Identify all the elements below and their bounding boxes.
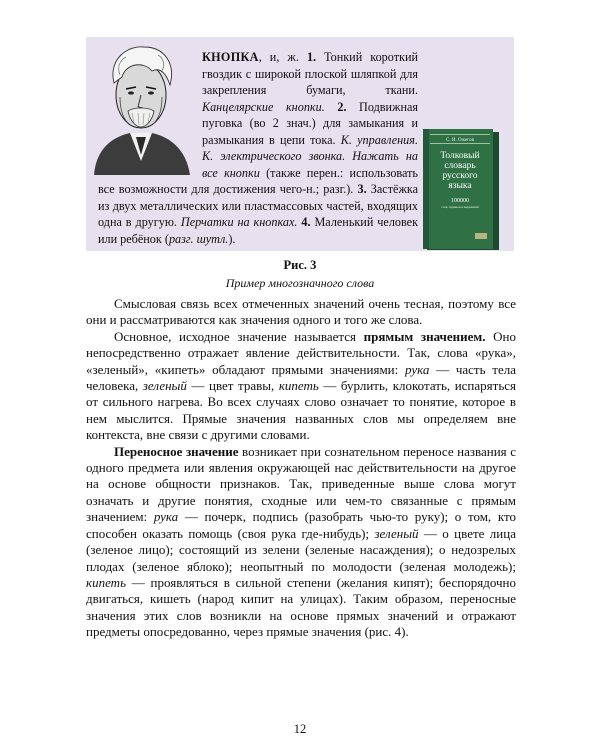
bold-run: 2. — [337, 99, 347, 114]
book-spacer — [418, 137, 502, 227]
paragraph — [86, 296, 516, 329]
paragraph — [86, 329, 516, 444]
text-run: Тонкий короткий гвоздик с широкой плоской шляпкой для закрепления бумаги, ткани. — [202, 50, 418, 97]
bold-run: 4. — [301, 215, 311, 229]
text-run: , и, ж. — [258, 50, 307, 64]
page-number: 12 — [293, 722, 307, 736]
dictionary-entry — [98, 49, 502, 247]
text-run: — бурлить, клокотать, испаряться от сильного нагрева. Во всех случаях слово означает то понятие, которое в нем мыслится. Прямые значения названных слов мы определяем вне контекста, вне связи с другими словами. — [86, 378, 516, 443]
italic-run: кипеть — [86, 574, 126, 590]
book-title-line: русского — [442, 171, 478, 181]
text-run: — проявляться в сильной степени (желания кипят); беспорядочно двигаться, кишеть (народ кипит на улицах). Таким образом, переносные значения этих слов возникли на основе прямых значений и отражают предметы опосредованно, через прямые значения (рис. 4). — [86, 574, 516, 640]
bold-run: 1. — [306, 50, 317, 64]
book-author: С. И. Ожегов — [446, 138, 474, 143]
body-text — [86, 296, 516, 641]
book-title-line: языка — [448, 181, 472, 191]
italic-run: зеленый — [142, 378, 187, 394]
italic-run: К. управления. К. электрического звонка. Нажать на все кнопки — [202, 132, 418, 180]
text-run: возникает при сознательном переносе названия с одного предмета или явления окружающей нас действительности на другое на основе общности признаков. Так, приведенные выше слова могут означать и другие понятия, сходные или чем-то связанные с прямым значением: — [86, 443, 516, 525]
italic-run: зеленый — [374, 525, 419, 541]
italic-run: Канцелярские кнопки. — [202, 99, 325, 114]
bold-run: прямым значением. — [363, 328, 486, 344]
italic-run: рука — [153, 509, 179, 525]
bold-run: Переносное значение — [114, 443, 239, 459]
book-title-line: Толковый — [440, 151, 480, 161]
book-title-line: словарь — [444, 161, 476, 171]
text-run: Подвижная пуговка (во 2 знач.) для замыкания и размыкания в цепи тока. — [202, 99, 419, 147]
text-run — [325, 100, 338, 114]
text-run: Смысловая связь всех отмеченных значений очень тесная, поэтому все они и рассматриваются как значения одного и того же слова. — [86, 296, 516, 328]
book-word-count: 100000 — [451, 198, 469, 204]
text-run: — почерк, подпись (разобрать чью-то руку); о том, кто способен оказать помощь (своя рука где-нибудь); — [86, 509, 516, 541]
text-run: ). — [228, 231, 236, 246]
figure-caption-title: Рис. 3 — [283, 258, 317, 272]
book-subtitle: слов, терминов и выражений — [441, 205, 479, 209]
italic-run: разг. шутл. — [168, 231, 229, 246]
figure-caption-subtitle: Пример многозначного слова — [225, 276, 375, 290]
bold-run: 3. — [357, 182, 367, 196]
italic-run: Перчатки на кнопках. — [180, 215, 298, 229]
text-run: (также перен.: использовать все возможности для достижения чего-н.; разг.). — [98, 165, 418, 196]
paragraph — [86, 444, 516, 641]
italic-run: рука — [405, 361, 430, 377]
text-run: Основное, исходное значение называется — [114, 328, 364, 344]
text-run: — часть тела человека, — [86, 361, 516, 394]
text-run: — о цвете лица (зеленое лицо); состоящий из зелени (зеленые насаждения); о недозрелых плодах (зеленое яблоко); неопытный по молодости (зеленая молодежь); — [86, 525, 516, 574]
figure-panel — [86, 37, 514, 251]
text-run: Маленький человек или ребёнок ( — [98, 215, 419, 246]
text-run: Оно непосредственно отражает явление действительности. Так, слова «рука», «зеленый», «кипеть» обладают прямыми значениями: — [86, 328, 517, 377]
text-run: — цвет травы, — [186, 378, 279, 394]
entry-headword: КНОПКА — [202, 50, 259, 64]
text-run: Застёжка из двух металлических или пластмассовых частей, входящих одна в другую. — [98, 182, 419, 229]
italic-run: кипеть — [278, 378, 319, 394]
portrait-spacer — [98, 49, 202, 181]
